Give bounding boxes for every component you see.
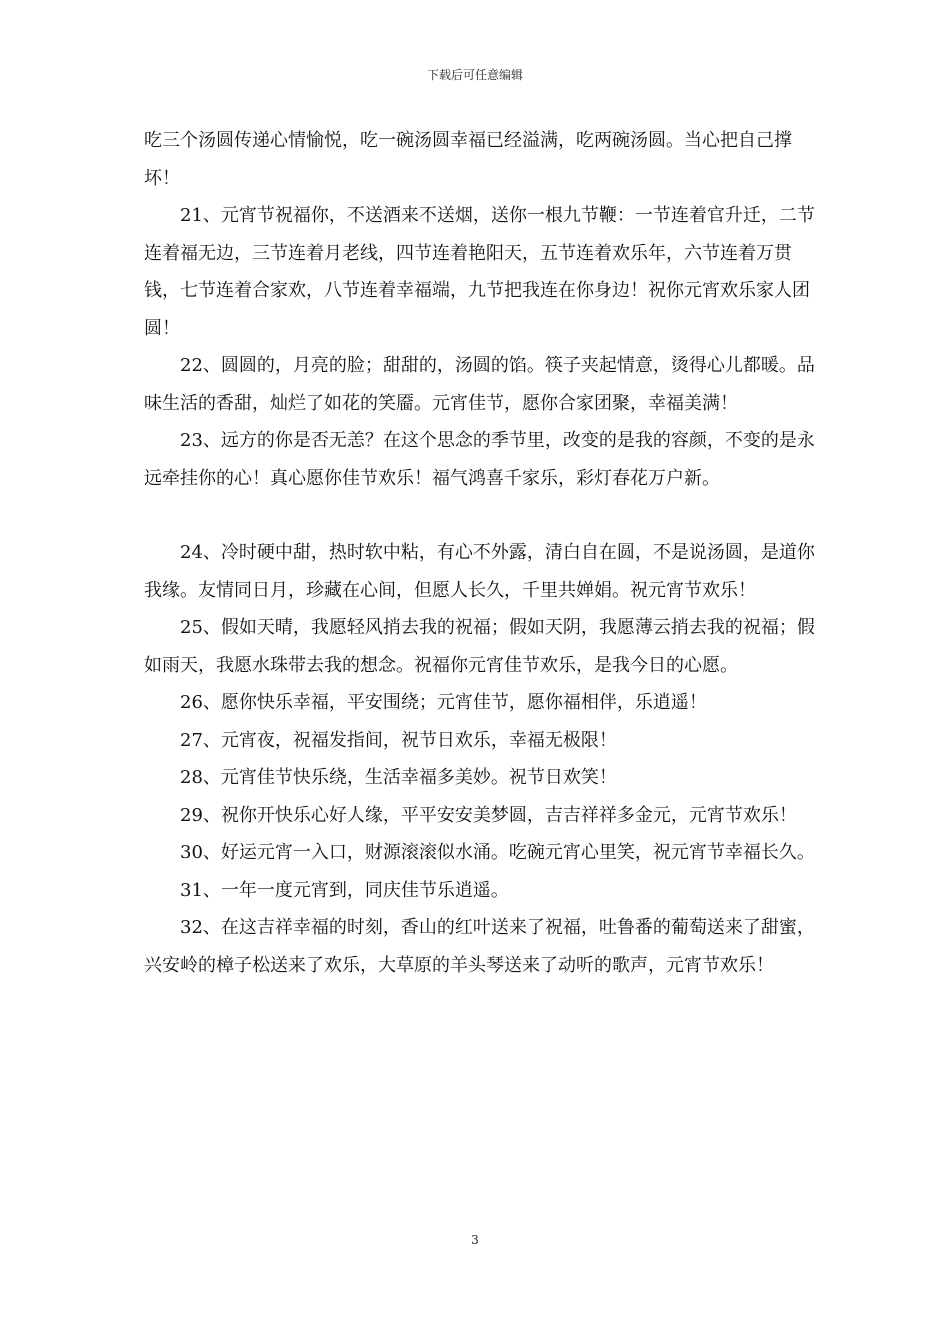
document-body [144,122,820,984]
paragraph-21: 21、元宵节祝福你，不送酒来不送烟，送你一根九节鞭：一节连着官升迁，二节连着福无边，三节连着月老线，四节连着艳阳天，五节连着欢乐年，六节连着万贯钱，七节连着合家欢，八节连着幸福端，九节把我连在你身边！祝你元宵欢乐家人团圆！ [144,205,815,339]
paragraph-31: 31、一年一度元宵到，同庆佳节乐逍遥。 [180,879,509,901]
paragraph-32: 32、在这吉祥幸福的时刻，香山的红叶送来了祝福，吐鲁番的葡萄送来了甜蜜，兴安岭的樟子松送来了欢乐，大草原的羊头琴送来了动听的歌声，元宵节欢乐！ [144,917,815,976]
paragraph-27: 27、元宵夜，祝福发指间，祝节日欢乐，幸福无极限！ [180,729,617,751]
paragraph-25: 25、假如天晴，我愿轻风捎去我的祝福；假如天阴，我愿薄云捎去我的祝福；假如雨天，我愿水珠带去我的想念。祝福你元宵佳节欢乐，是我今日的心愿。 [144,617,815,676]
page-header: 下载后可任意编辑 [426,68,523,82]
blank-line [144,497,820,534]
paragraph-28: 28、元宵佳节快乐绕，生活幸福多美妙。祝节日欢笑！ [180,767,617,788]
paragraph-24: 24、冷时硬中甜，热时软中粘，有心不外露，清白自在圆，不是说汤圆，是道你我缘。友情同日月，珍藏在心间，但愿人长久，千里共婵娟。祝元宵节欢乐！ [144,542,815,601]
paragraph-23: 23、远方的你是否无恙？在这个思念的季节里，改变的是我的容颜，不变的是永远牵挂你的心！真心愿你佳节欢乐！福气鸿喜千家乐，彩灯春花万户新。 [144,430,815,489]
paragraph-30: 30、好运元宵一入口，财源滚滚似水涌。吃碗元宵心里笑，祝元宵节幸福长久。 [180,842,815,863]
paragraph-29: 29、祝你开快乐心好人缘，平平安安美梦圆，吉吉祥祥多金元，元宵节欢乐！ [180,804,797,826]
paragraph-continued: 吃三个汤圆传递心情愉悦，吃一碗汤圆幸福已经溢满，吃两碗汤圆。当心把自己撑坏！ [144,130,792,189]
paragraph-22: 22、圆圆的，月亮的脸；甜甜的，汤圆的馅。筷子夹起情意，烫得心儿都暖。品味生活的香甜，灿烂了如花的笑靥。元宵佳节，愿你合家团聚，幸福美满！ [144,355,815,414]
paragraph-26: 26、愿你快乐幸福，平安围绕；元宵佳节，愿你福相伴，乐逍遥！ [180,692,707,713]
page-number: 3 [471,1233,479,1247]
